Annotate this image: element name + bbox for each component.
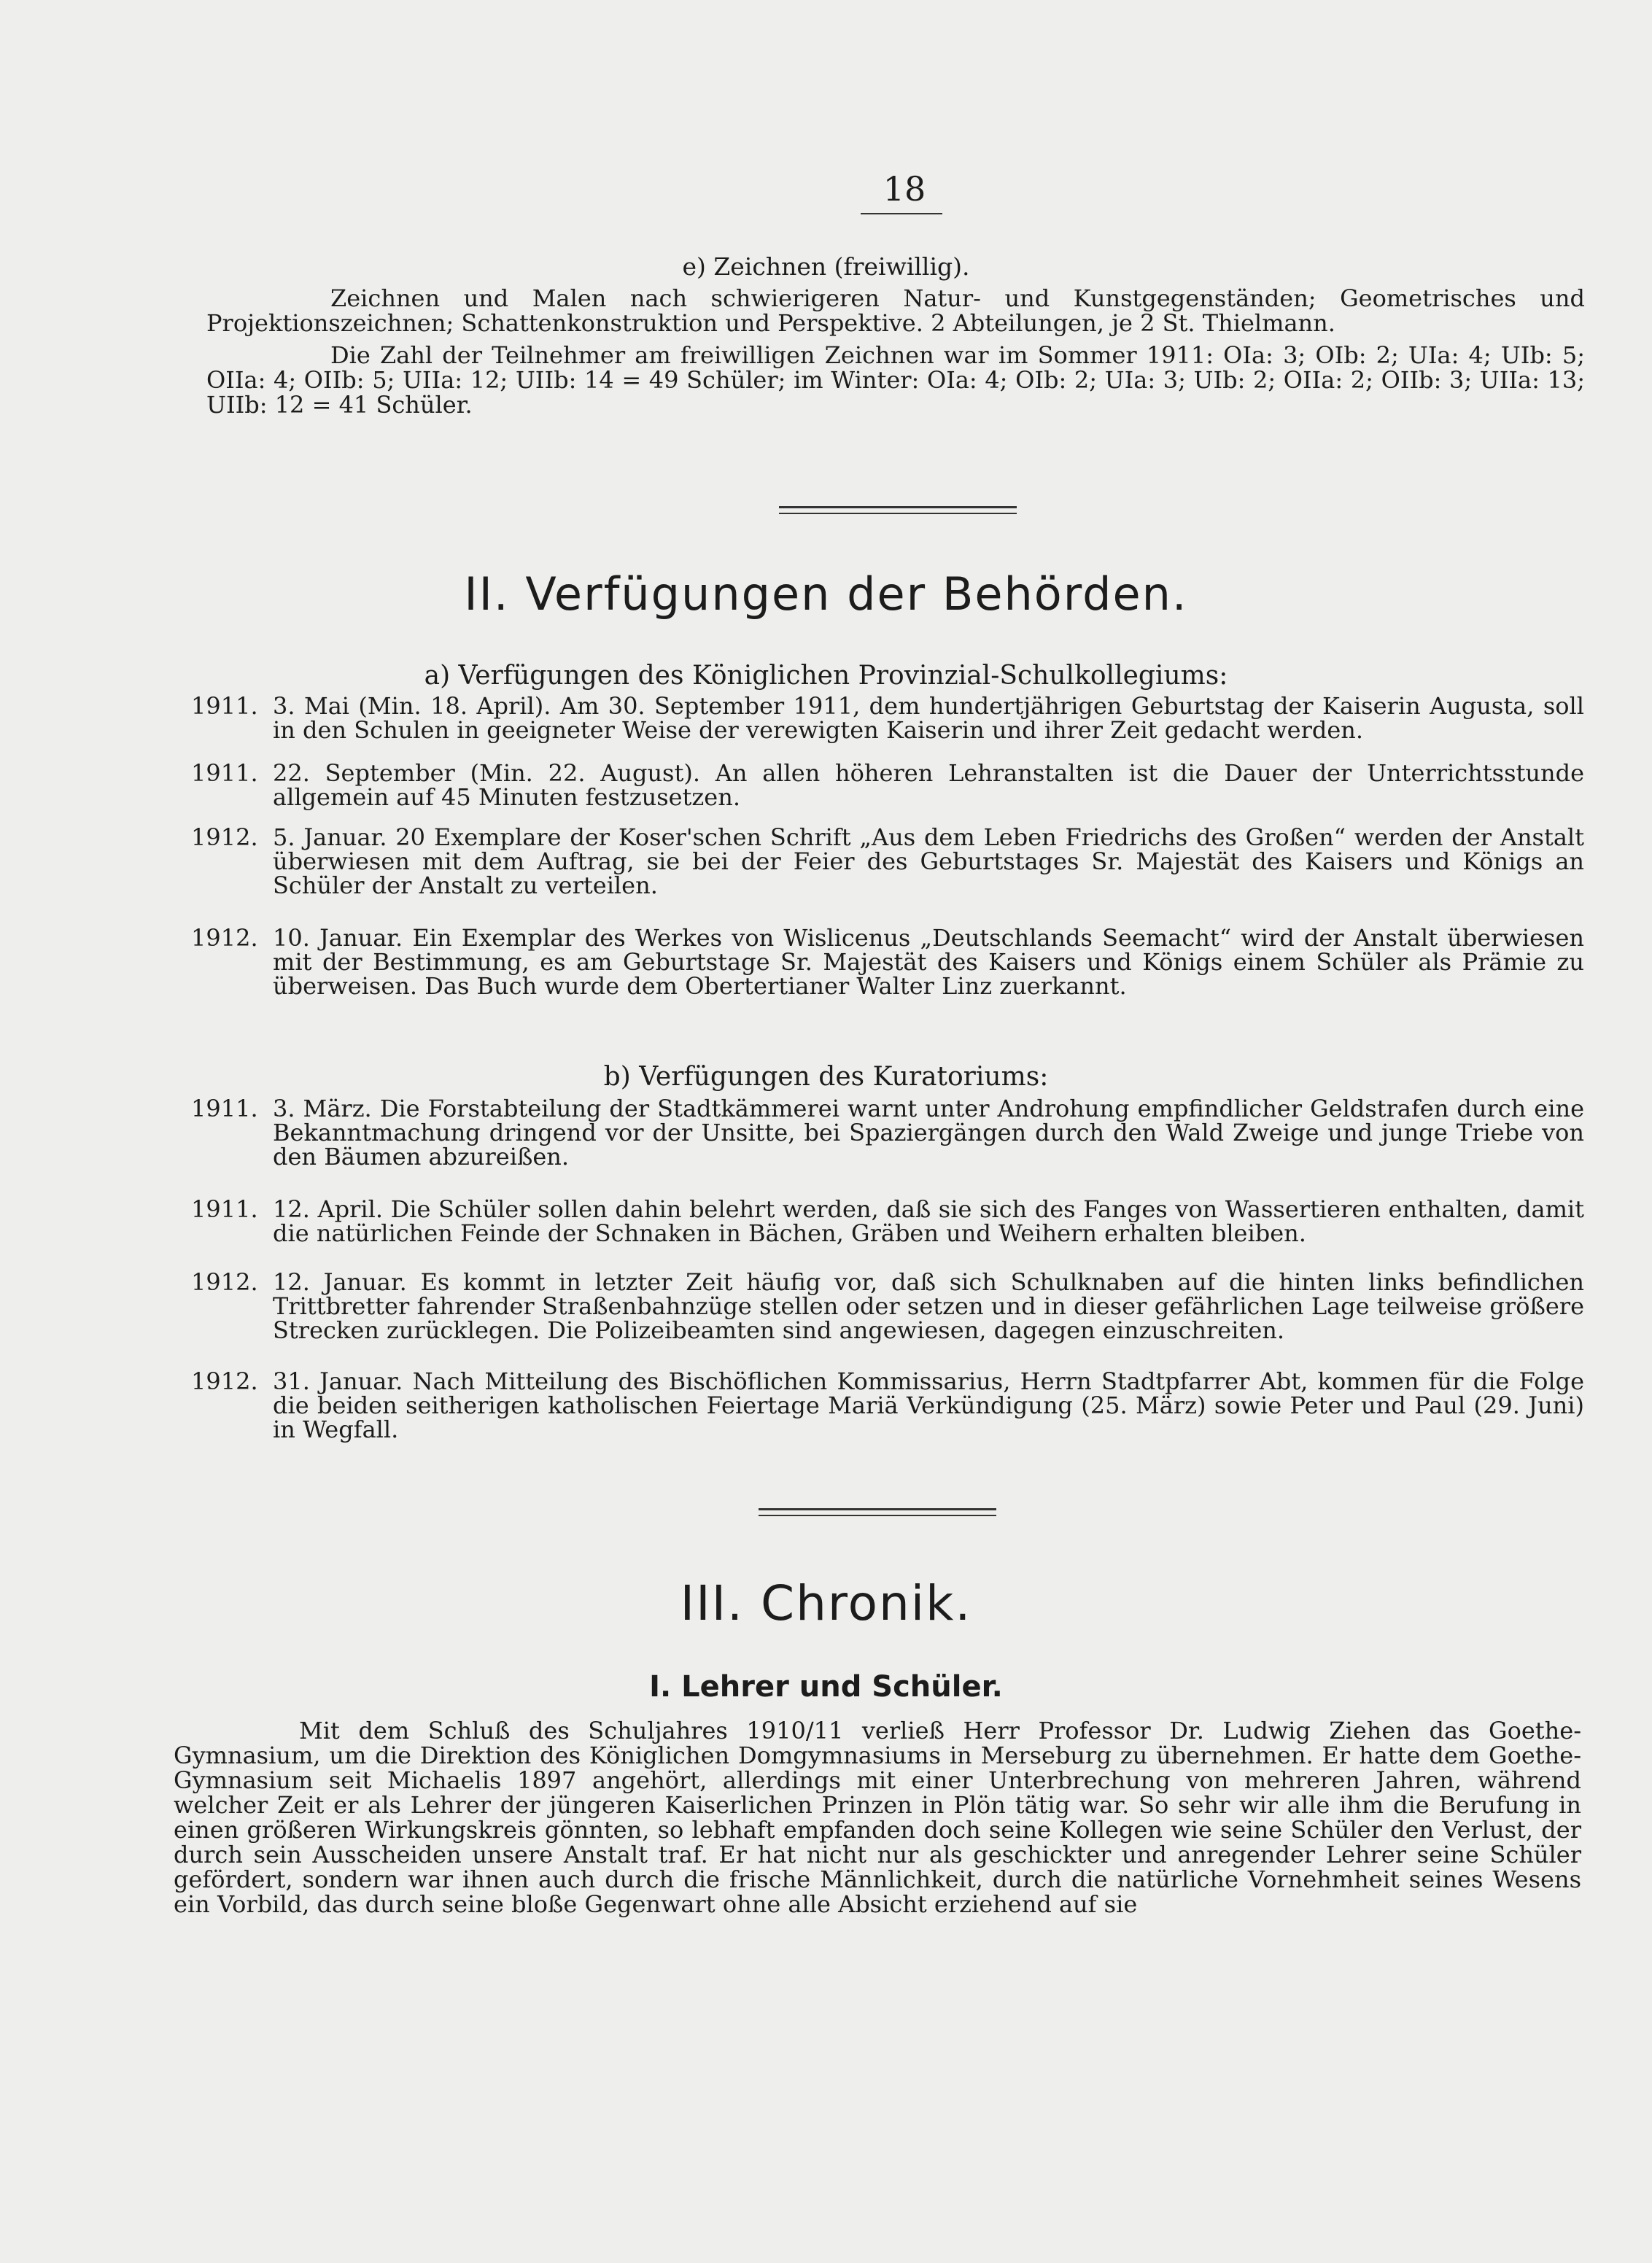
entry-text: 12. Januar. Es kommt in letzter Zeit häufig vor, daß sich Schulknaben auf die hinten links befindlichen Trittbretter fahrender Straßenbahnzüge stellen oder setzen und in dieser gefährlichen Lage teilweise größere Strecken zurücklegen. Die Polizeibeamten sind angewiesen, dagegen einzuschreiten. [273,1268,1584,1344]
zeichnen-paragraph-2: Die Zahl der Teilnehmer am freiwilligen Zeichnen war im Sommer 1911: OIa: 3; OIb: 2; UIa: 4; UIb: 5; OIIa: 4; OIIb: 5; UIIa: 12; UIIb: 14 = 49 Schüler; im Winter: OIa: 4; OIb: 2; UIa: 3; UIb: 2; OIIa: 2; OIIb: 3; UIIa: 13; UIIb: 12 = 41 Schüler. [206,341,1585,419]
section-divider-1 [779,506,1017,514]
section-title-chronik: III. Chronik. [680,1575,972,1631]
entry-a-2 [191,761,1584,810]
entry-b-3 [191,1270,1584,1343]
entry-year: 1912. [191,1367,258,1395]
entry-year: 1911. [191,1195,258,1223]
zeichnen-paragraph-1: Zeichnen und Malen nach schwierigeren Natur- und Kunstgegenständen; Geometrisches und Projektionszeichnen; Schattenkonstruktion und Perspektive. 2 Abteilungen, je 2 St. Thielmann. [206,284,1585,337]
entry-text: 22. September (Min. 22. August). An allen höheren Lehranstalten ist die Dauer der Unterrichtsstunde allgemein auf 45 Minuten festzusetzen. [273,759,1584,811]
subheading-provinzial-schulkollegium: a) Verfügungen des Königlichen Provinzial-Schulkollegiums: [424,661,1228,691]
subheading-lehrer-und-schueler: I. Lehrer und Schüler. [649,1670,1003,1704]
entry-year: 1912. [191,823,258,851]
page-number-rule [861,213,942,214]
page-number: 18 [883,169,926,209]
entry-a-1 [191,694,1584,742]
entry-year: 1912. [191,1268,258,1296]
entry-text: 5. Januar. 20 Exemplare der Koser'schen Schrift „Aus dem Leben Friedrichs des Großen“ werden der Anstalt überwiesen mit dem Auftrag, sie bei der Feier des Geburtstages Sr. Majestät des Kaisers und Königs an Schüler der Anstalt zu verteilen. [273,823,1584,899]
entry-text: 31. Januar. Nach Mitteilung des Bischöflichen Kommissarius, Herrn Stadtpfarrer Abt, kommen für die Folge die beiden seitherigen katholischen Feiertage Mariä Verkündigung (25. März) sowie Peter und Paul (29. Juni) in Wegfall. [273,1367,1584,1443]
zeichnen-heading: e) Zeichnen (freiwillig). [682,252,970,281]
section-divider-2 [759,1508,996,1516]
entry-year: 1912. [191,924,258,952]
entry-a-3 [191,823,1584,899]
entry-text: 3. März. Die Forstabteilung der Stadtkämmerei warnt unter Androhung empfindlicher Geldstrafen durch eine Bekanntmachung dringend vor der Unsitte, bei Spaziergängen durch den Wald Zweige und junge Triebe von den Bäumen abzureißen. [273,1095,1584,1171]
entry-text: 3. Mai (Min. 18. April). Am 30. September 1911, dem hundertjährigen Geburtstag der Kaiserin Augusta, soll in den Schulen in geeigneter Weise der verewigten Kaiserin und ihrer Zeit gedacht werden. [273,692,1584,744]
chronik-paragraph: Mit dem Schluß des Schuljahres 1910/11 verließ Herr Professor Dr. Ludwig Ziehen das Goethe-Gymnasium, um die Direktion des Königlichen Domgymnasiums in Merseburg zu übernehmen. Er hatte dem Goethe-Gymnasium seit Michaelis 1897 angehört, allerdings mit einer Unterbrechung von mehreren Jahren, während welcher Zeit er als Lehrer der jüngeren Kaiserlichen Prinzen in Plön tätig war. So sehr wir alle ihm die Berufung in einen größeren Wirkungskreis gönnten, so lebhaft empfanden doch seine Kollegen wie seine Schüler den Verlust, der durch sein Ausscheiden unsere Anstalt traf. Er hat nicht nur als geschickter und anregender Lehrer seine Schüler gefördert, sondern war ihnen auch durch die frische Männlichkeit, durch die natürliche Vornehmheit seines Wesens ein Vorbild, das durch seine bloße Gegenwart ohne alle Absicht erziehend auf sie [174,1717,1581,1918]
entry-year: 1911. [191,692,258,720]
entry-a-4 [191,926,1584,998]
entry-b-1 [191,1097,1584,1169]
entry-text: 12. April. Die Schüler sollen dahin belehrt werden, daß sie sich des Fanges von Wassertieren enthalten, damit die natürlichen Feinde der Schnaken in Bächen, Gräben und Weihern erhalten bleiben. [273,1195,1584,1247]
entry-b-4 [191,1367,1584,1443]
section-title-verfuegungen: II. Verfügungen der Behörden. [464,567,1188,621]
entry-b-2 [191,1195,1584,1247]
entry-year: 1911. [191,1095,258,1122]
entry-year: 1911. [191,759,258,787]
entry-text: 10. Januar. Ein Exemplar des Werkes von Wislicenus „Deutschlands Seemacht“ wird der Anstalt überwiesen mit der Bestimmung, es am Geburtstage Sr. Majestät des Kaisers und Königs einem Schüler als Prämie zu überweisen. Das Buch wurde dem Obertertianer Walter Linz zuerkannt. [273,924,1584,1000]
subheading-kuratorium: b) Verfügungen des Kuratoriums: [603,1062,1049,1092]
